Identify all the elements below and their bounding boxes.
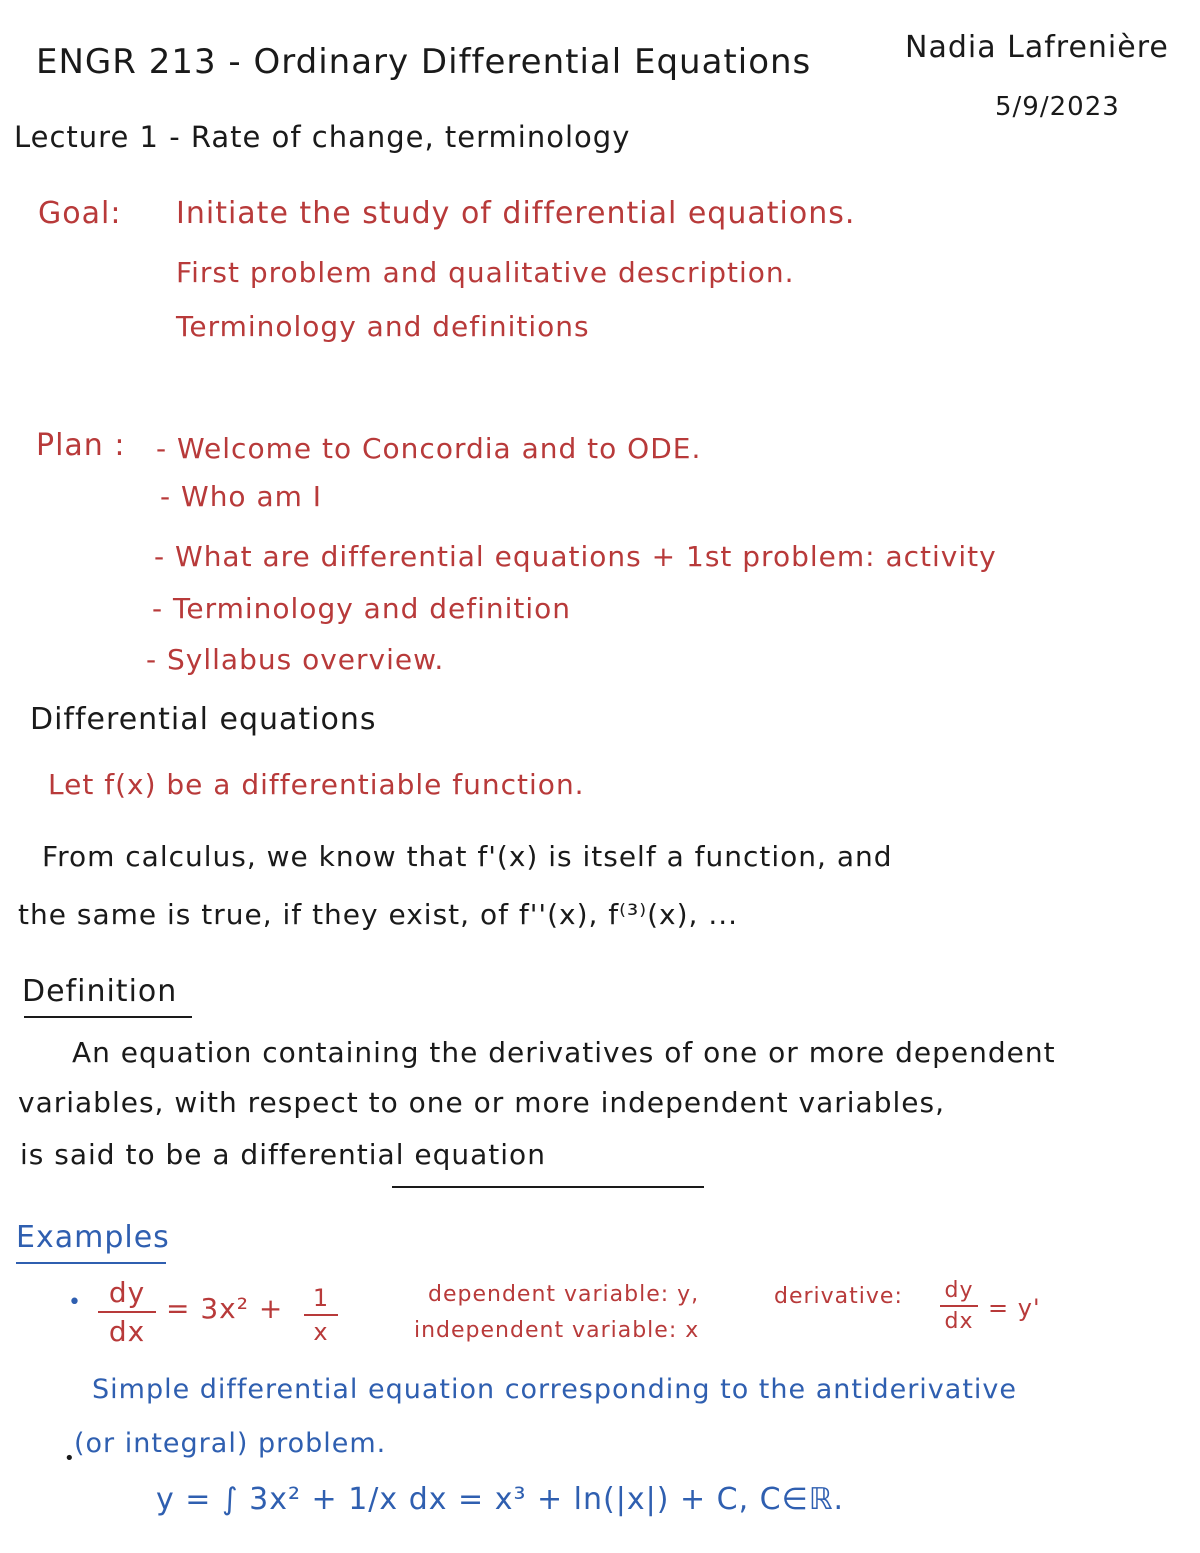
fraction-bar <box>98 1311 156 1313</box>
section-line: the same is true, if they exist, of f''(x), f⁽³⁾(x), ... <box>18 898 739 931</box>
fraction-numerator: 1 <box>312 1284 330 1312</box>
section-heading: Differential equations <box>30 702 377 737</box>
fraction-denominator: dx <box>944 1309 974 1334</box>
definition-line: is said to be a differential equation <box>20 1138 546 1171</box>
page-title: ENGR 213 - Ordinary Differential Equations <box>36 42 812 82</box>
examples-underline <box>16 1262 166 1264</box>
independent-variable-note: independent variable: x <box>414 1318 700 1343</box>
plan-item: - Syllabus overview. <box>146 643 445 676</box>
fraction-bar <box>304 1314 338 1316</box>
goal-label: Goal: <box>38 196 122 231</box>
derivative-fraction <box>940 1278 978 1334</box>
definition-line: An equation containing the derivatives of one or more dependent <box>72 1036 1056 1069</box>
simple-de-line: Simple differential equation corresponding to the antiderivative <box>92 1374 1017 1405</box>
lecture-date: 5/9/2023 <box>995 92 1120 122</box>
section-line: From calculus, we know that f'(x) is itself a function, and <box>42 840 893 873</box>
fraction-numerator: dy <box>108 1276 146 1309</box>
dot-mark: • <box>64 1448 76 1469</box>
goal-line: First problem and qualitative description. <box>176 256 795 289</box>
goal-line: Terminology and definitions <box>176 310 590 343</box>
goal-line: Initiate the study of differential equations. <box>176 196 856 231</box>
fraction-denominator: x <box>313 1318 329 1346</box>
plan-item: - Terminology and definition <box>152 592 572 625</box>
section-line: Let f(x) be a differentiable function. <box>48 768 585 801</box>
examples-heading: Examples <box>16 1220 170 1255</box>
definition-heading: Definition <box>22 974 178 1009</box>
derivative-label: derivative: <box>774 1284 903 1309</box>
equation-rhs: = 3x² + <box>166 1292 284 1325</box>
definition-underline <box>24 1016 192 1018</box>
plan-item: - Who am I <box>160 480 323 513</box>
author-name: Nadia Lafrenière <box>905 30 1169 65</box>
simple-de-line: (or integral) problem. <box>74 1428 387 1459</box>
dy-dx-fraction <box>98 1276 156 1348</box>
integral-equation: y = ∫ 3x² + 1/x dx = x³ + ln(|x|) + C, C∈ℝ. <box>156 1482 845 1517</box>
fraction-numerator: dy <box>944 1278 974 1303</box>
one-over-x-fraction <box>304 1284 338 1346</box>
derivative-equals: = y' <box>988 1294 1041 1322</box>
fraction-denominator: dx <box>108 1315 146 1348</box>
dependent-variable-note: dependent variable: y, <box>428 1282 700 1307</box>
lecture-subtitle: Lecture 1 - Rate of change, terminology <box>14 120 631 154</box>
fraction-bar <box>940 1305 978 1307</box>
definition-line: variables, with respect to one or more independent variables, <box>18 1086 945 1119</box>
plan-label: Plan : <box>36 428 126 463</box>
bullet-icon: • <box>68 1290 82 1315</box>
plan-item: - What are differential equations + 1st problem: activity <box>154 540 997 573</box>
term-underline <box>392 1186 704 1188</box>
plan-item: - Welcome to Concordia and to ODE. <box>156 432 702 465</box>
